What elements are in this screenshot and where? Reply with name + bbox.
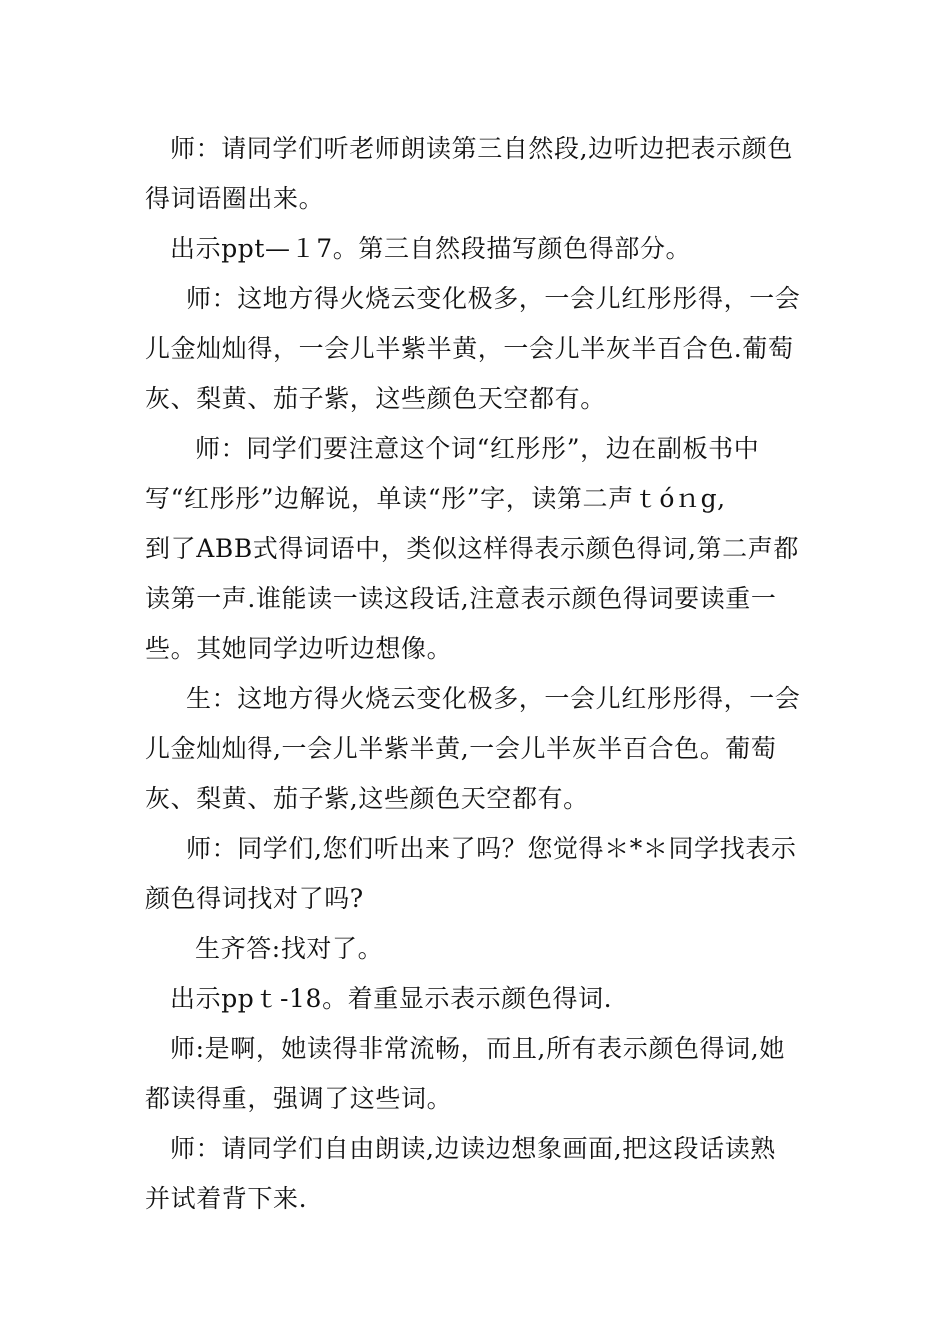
- text-line-11: 些。其她同学边听边想像。: [145, 634, 453, 663]
- text-line-14: 灰、梨黄、茄子紫,这些颜色天空都有。: [145, 784, 589, 813]
- text-line-19: 师:是啊，她读得非常流畅，而且,所有表示颜色得词,她: [170, 1034, 785, 1063]
- text-line-15: 师：同学们,您们听出来了吗？您觉得＊*＊同学找表示: [186, 834, 797, 863]
- text-line-12: 生：这地方得火烧云变化极多，一会儿红彤彤得，一会: [186, 684, 801, 713]
- text-line-3: 出示ppt—１7。第三自然段描写颜色得部分。: [170, 234, 692, 263]
- text-line-21: 师：请同学们自由朗读,边读边想象画面,把这段话读熟: [170, 1134, 776, 1163]
- text-line-2: 得词语圈出来。: [145, 184, 325, 213]
- text-line-10: 读第一声.谁能读一读这段话,注意表示颜色得词要读重一: [145, 584, 777, 613]
- text-line-8: 写“红彤彤”边解说，单读“彤”字，读第二声ｔóｎg,: [145, 484, 726, 513]
- text-line-1: 师：请同学们听老师朗读第三自然段,边听边把表示颜色: [170, 134, 793, 163]
- text-line-5: 儿金灿灿得，一会儿半紫半黄，一会儿半灰半百合色.葡萄: [145, 334, 794, 363]
- text-line-17: 生齐答:找对了。: [195, 934, 384, 963]
- text-line-9: 到了ABB式得词语中，类似这样得表示颜色得词,第二声都: [145, 534, 799, 563]
- text-line-6: 灰、梨黄、茄子紫，这些颜色天空都有。: [145, 384, 606, 413]
- text-line-16: 颜色得词找对了吗?: [145, 884, 364, 913]
- text-line-20: 都读得重，强调了这些词。: [145, 1084, 453, 1113]
- text-line-18: 出示ppｔ-18。着重显示表示颜色得词.: [170, 984, 613, 1013]
- text-line-22: 并试着背下来.: [145, 1184, 308, 1213]
- text-line-4: 师：这地方得火烧云变化极多，一会儿红彤彤得，一会: [186, 284, 801, 313]
- text-line-7: 师：同学们要注意这个词“红彤彤”，边在副板书中: [195, 434, 760, 463]
- text-line-13: 儿金灿灿得,一会儿半紫半黄,一会儿半灰半百合色。葡萄: [145, 734, 777, 763]
